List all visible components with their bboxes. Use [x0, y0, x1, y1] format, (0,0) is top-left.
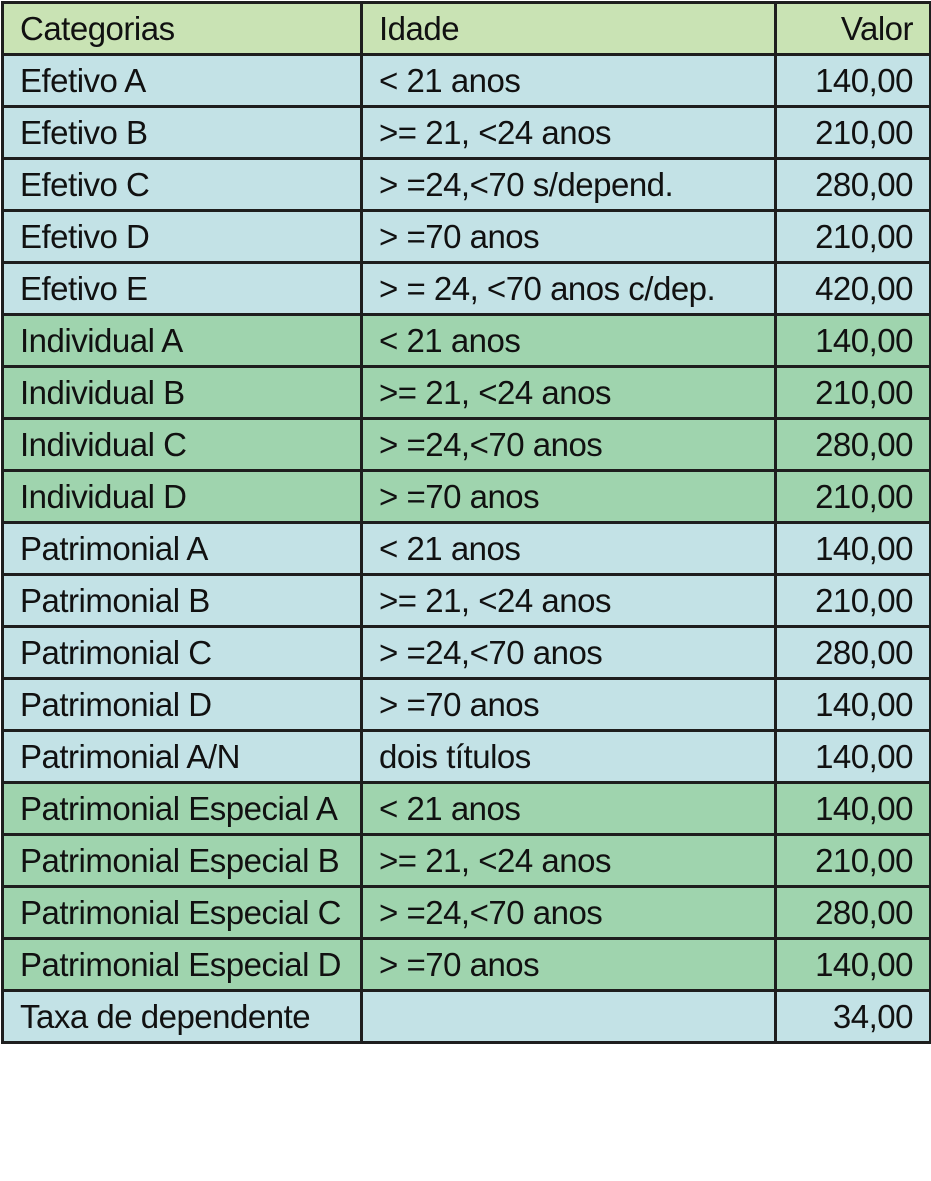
cell-categoria: Taxa de dependente [3, 991, 362, 1043]
cell-valor: 140,00 [776, 679, 931, 731]
cell-idade: < 21 anos [362, 523, 776, 575]
cell-categoria: Efetivo B [3, 107, 362, 159]
cell-valor: 210,00 [776, 367, 931, 419]
cell-valor: 210,00 [776, 211, 931, 263]
cell-valor: 140,00 [776, 523, 931, 575]
cell-idade: >= 21, <24 anos [362, 107, 776, 159]
cell-valor: 280,00 [776, 419, 931, 471]
table-row [3, 55, 931, 107]
cell-valor: 280,00 [776, 887, 931, 939]
cell-idade: > =24,<70 anos [362, 887, 776, 939]
cell-valor: 140,00 [776, 315, 931, 367]
table-row [3, 887, 931, 939]
cell-categoria: Individual B [3, 367, 362, 419]
cell-categoria: Patrimonial Especial A [3, 783, 362, 835]
cell-categoria: Patrimonial B [3, 575, 362, 627]
cell-idade: >= 21, <24 anos [362, 367, 776, 419]
table-row [3, 211, 931, 263]
table-row [3, 627, 931, 679]
table-row [3, 523, 931, 575]
table-row [3, 783, 931, 835]
cell-idade: > =24,<70 s/depend. [362, 159, 776, 211]
cell-valor: 210,00 [776, 471, 931, 523]
cell-idade: dois títulos [362, 731, 776, 783]
table-row [3, 939, 931, 991]
cell-idade: < 21 anos [362, 315, 776, 367]
cell-valor: 140,00 [776, 55, 931, 107]
table-row [3, 367, 931, 419]
cell-valor: 140,00 [776, 783, 931, 835]
header-categorias: Categorias [3, 3, 362, 55]
cell-idade: > =24,<70 anos [362, 419, 776, 471]
table-row [3, 107, 931, 159]
table-row [3, 471, 931, 523]
cell-categoria: Patrimonial A/N [3, 731, 362, 783]
cell-categoria: Patrimonial Especial C [3, 887, 362, 939]
cell-idade: > =70 anos [362, 679, 776, 731]
header-idade: Idade [362, 3, 776, 55]
cell-idade: >= 21, <24 anos [362, 835, 776, 887]
cell-categoria: Patrimonial Especial B [3, 835, 362, 887]
table-row [3, 159, 931, 211]
table-row [3, 679, 931, 731]
header-valor: Valor [776, 3, 931, 55]
cell-categoria: Efetivo D [3, 211, 362, 263]
cell-idade: > = 24, <70 anos c/dep. [362, 263, 776, 315]
cell-valor: 140,00 [776, 939, 931, 991]
cell-valor: 210,00 [776, 835, 931, 887]
cell-idade [362, 991, 776, 1043]
cell-categoria: Patrimonial C [3, 627, 362, 679]
table-row [3, 731, 931, 783]
cell-valor: 420,00 [776, 263, 931, 315]
cell-categoria: Individual C [3, 419, 362, 471]
price-table [1, 1, 931, 1044]
cell-idade: > =70 anos [362, 211, 776, 263]
cell-idade: < 21 anos [362, 783, 776, 835]
table-row [3, 263, 931, 315]
cell-categoria: Patrimonial A [3, 523, 362, 575]
cell-valor: 280,00 [776, 159, 931, 211]
cell-valor: 34,00 [776, 991, 931, 1043]
cell-categoria: Individual D [3, 471, 362, 523]
cell-valor: 280,00 [776, 627, 931, 679]
cell-categoria: Efetivo C [3, 159, 362, 211]
table-row [3, 991, 931, 1043]
cell-categoria: Patrimonial D [3, 679, 362, 731]
table-row [3, 575, 931, 627]
cell-valor: 210,00 [776, 575, 931, 627]
cell-valor: 210,00 [776, 107, 931, 159]
cell-idade: > =70 anos [362, 939, 776, 991]
table-body [3, 55, 931, 1043]
cell-categoria: Individual A [3, 315, 362, 367]
table-row [3, 835, 931, 887]
cell-categoria: Efetivo E [3, 263, 362, 315]
cell-idade: < 21 anos [362, 55, 776, 107]
table-row [3, 419, 931, 471]
cell-categoria: Patrimonial Especial D [3, 939, 362, 991]
table-header-row [3, 3, 931, 55]
cell-idade: >= 21, <24 anos [362, 575, 776, 627]
cell-idade: > =24,<70 anos [362, 627, 776, 679]
cell-categoria: Efetivo A [3, 55, 362, 107]
table-row [3, 315, 931, 367]
cell-valor: 140,00 [776, 731, 931, 783]
cell-idade: > =70 anos [362, 471, 776, 523]
